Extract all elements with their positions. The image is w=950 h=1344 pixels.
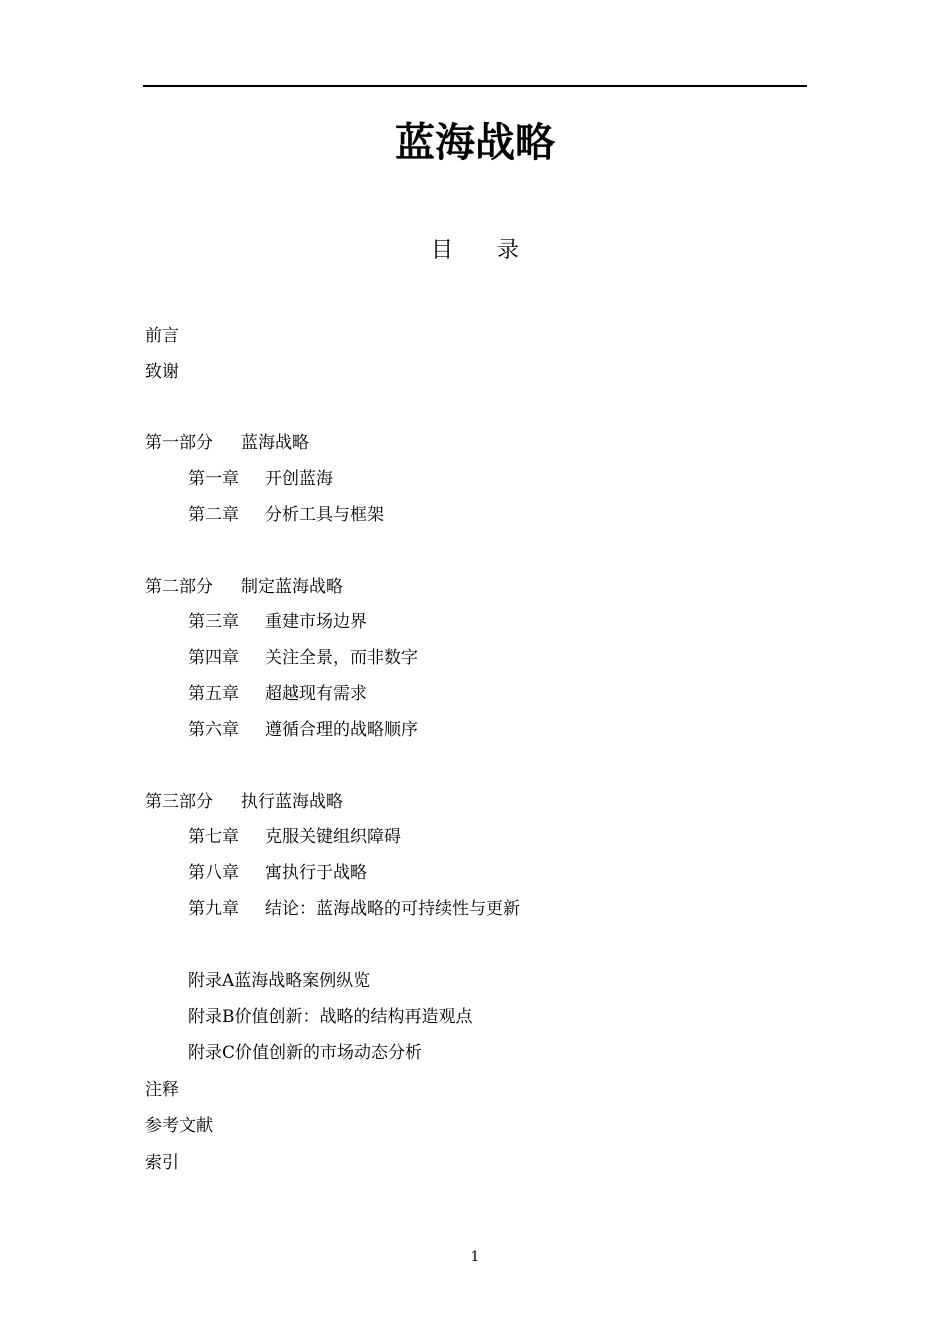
toc-chapter-7[interactable] [188, 824, 401, 850]
chapter-number: 第一章 [188, 469, 239, 489]
chapter-title: 克服关键组织障碍 [265, 827, 401, 847]
chapter-number: 第三章 [188, 612, 239, 632]
chapter-number: 第五章 [188, 684, 239, 704]
toc-entry-preface[interactable]: 前言 [145, 326, 179, 346]
chapter-number: 第九章 [188, 899, 239, 919]
toc-chapter-1[interactable] [188, 466, 333, 492]
toc-part-2[interactable] [145, 574, 343, 600]
document-title: 蓝海战略 [395, 120, 555, 166]
chapter-number: 第二章 [188, 505, 239, 525]
toc-chapter-9[interactable] [188, 896, 520, 922]
toc-chapter-6[interactable] [188, 717, 418, 743]
chapter-number: 第四章 [188, 648, 239, 668]
toc-chapter-8[interactable] [188, 860, 367, 886]
part-title: 蓝海战略 [241, 433, 309, 453]
chapter-title: 遵循合理的战略顺序 [265, 720, 418, 740]
toc-chapter-4[interactable] [188, 645, 418, 671]
chapter-number: 第八章 [188, 863, 239, 883]
chapter-title: 关注全景，而非数字 [265, 648, 418, 668]
chapter-title: 重建市场边界 [265, 612, 367, 632]
toc-heading: 目录 [430, 238, 563, 263]
chapter-title: 超越现有需求 [265, 684, 367, 704]
toc-appendix-b[interactable]: 附录B价值创新：战略的结构再造观点 [188, 1007, 473, 1027]
toc-chapter-3[interactable] [188, 609, 367, 635]
chapter-title: 结论：蓝海战略的可持续性与更新 [265, 899, 520, 919]
toc-entry-acknowledgements[interactable]: 致谢 [145, 362, 179, 382]
chapter-title: 开创蓝海 [265, 469, 333, 489]
header-rule [143, 85, 807, 87]
chapter-title: 寓执行于战略 [265, 863, 367, 883]
toc-part-1[interactable] [145, 430, 309, 456]
chapter-title: 分析工具与框架 [265, 505, 384, 525]
toc-appendix-c[interactable]: 附录C价值创新的市场动态分析 [188, 1043, 423, 1063]
part-number: 第一部分 [145, 433, 213, 453]
toc-appendix-a[interactable]: 附录A蓝海战略案例纵览 [188, 971, 371, 991]
toc-entry-notes[interactable]: 注释 [145, 1080, 179, 1100]
toc-chapter-5[interactable] [188, 681, 367, 707]
toc-entry-index[interactable]: 索引 [145, 1153, 179, 1173]
toc-part-3[interactable] [145, 789, 343, 815]
page-number: 1 [470, 1249, 480, 1265]
part-title: 制定蓝海战略 [241, 577, 343, 597]
part-title: 执行蓝海战略 [241, 792, 343, 812]
toc-chapter-2[interactable] [188, 502, 384, 528]
chapter-number: 第六章 [188, 720, 239, 740]
part-number: 第二部分 [145, 577, 213, 597]
chapter-number: 第七章 [188, 827, 239, 847]
part-number: 第三部分 [145, 792, 213, 812]
toc-entry-references[interactable]: 参考文献 [145, 1116, 213, 1136]
